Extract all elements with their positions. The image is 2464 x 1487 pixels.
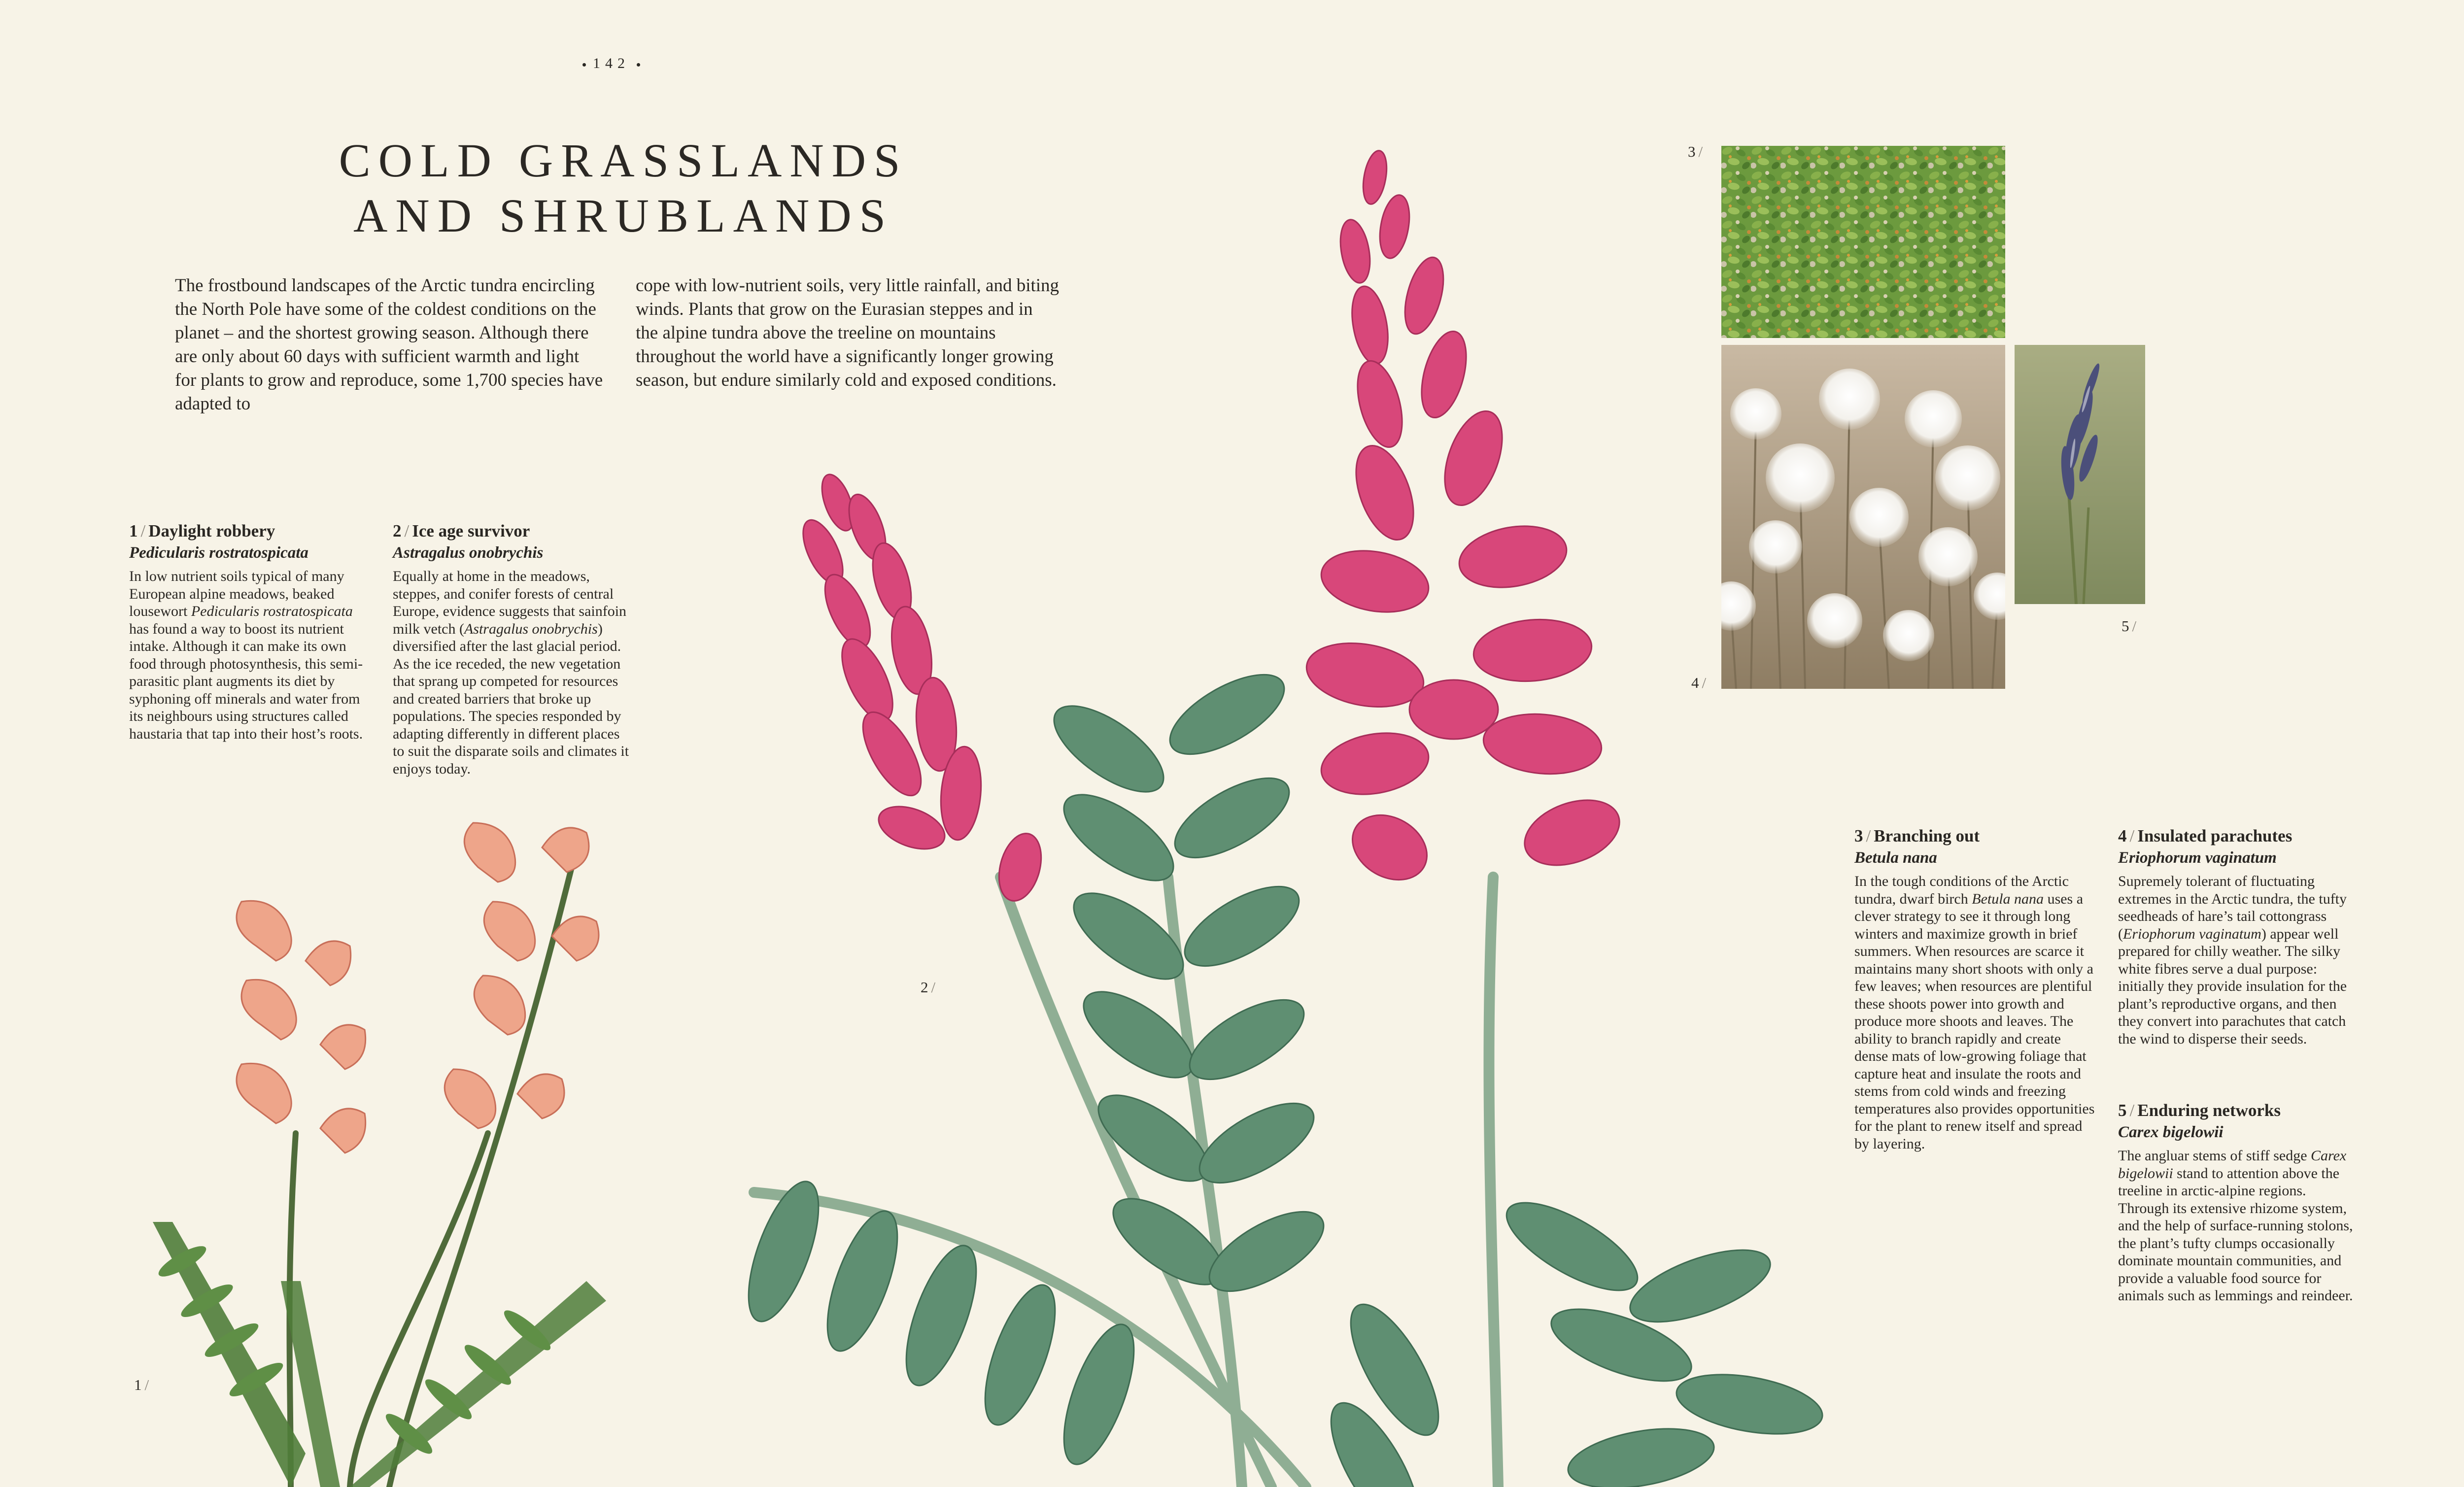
- figure-label-number: 1: [134, 1376, 142, 1393]
- figure-label-5: [2122, 617, 2136, 635]
- caption-body-italic: Carex bigelowii: [2118, 1148, 2347, 1182]
- caption-number: 3: [1854, 826, 1863, 845]
- slash-separator: /: [2132, 617, 2137, 635]
- caption-species: Carex bigelowii: [2118, 1123, 2224, 1141]
- page-number-text: 142: [593, 55, 630, 71]
- caption-number: 5: [2118, 1101, 2127, 1120]
- slash-separator: /: [2129, 826, 2135, 845]
- caption-title: Branching out: [1874, 826, 1980, 845]
- page-title-line-1: COLD GRASSLANDS: [339, 134, 908, 187]
- figure-label-number: 4: [1691, 674, 1699, 691]
- slash-separator: /: [931, 979, 936, 996]
- caption-number: 4: [2118, 826, 2127, 845]
- caption-body-text: uses a clever strategy to see it through long winters and maximize growth in brief summers. When resources are scarce it maintains many short shoots with only a few leaves; when resources are plentiful these shoots power into growth and produce more shoots and leaves. The ability to branch rapidly and create dense mats of low-growing foliage that capture heat and insulate the roots and stems from cold winds and freezing temperatures also provides opportunities for the plant to renew itself and spread by layering.: [1854, 890, 2095, 1152]
- caption-body: [393, 568, 629, 777]
- caption-body-text: ) appear well prepared for chilly weather. The silky white fibres serve a dual purpose: initially they provide insulation for the plant’s reproductive organs, and then they convert into parachutes that catch the wind to disperse their seeds.: [2118, 925, 2347, 1047]
- bullet-left: [582, 63, 586, 67]
- slash-separator: /: [144, 1376, 149, 1393]
- caption-title: Insulated parachutes: [2137, 826, 2293, 845]
- caption-body-text: has found a way to boost its nutrient intake. Although it can make its own food through photosynthesis, this semi-parasitic plant augments its diet by syphoning off minerals and water from its neighbours using structures called haustaria that tap into their host’s roots.: [129, 620, 363, 742]
- caption-body-italic: Betula nana: [1972, 890, 2044, 907]
- figure-label-number: 2: [921, 979, 928, 996]
- caption-body-italic: Eriophorum vaginatum: [2123, 925, 2261, 942]
- caption-body-text: In low nutrient soils typical of many European alpine meadows, beaked lousewort: [129, 568, 344, 619]
- caption-title: Enduring networks: [2137, 1101, 2281, 1120]
- figure-label-number: 3: [1688, 143, 1696, 160]
- page-number: [576, 55, 674, 72]
- caption-number: 2: [393, 521, 402, 541]
- caption-heading: [129, 520, 366, 542]
- slash-separator: /: [2129, 1101, 2135, 1120]
- caption-body-text: stand to attention above the treeline in arctic-alpine regions. Through its extensive rhizome system, and the help of surface-running stolons, the plant’s tufty clumps occasionally dominate mountain communities, and provide a valuable food source for animals such as lemmings and reindeer.: [2118, 1165, 2353, 1304]
- intro-column-2: cope with low-nutrient soils, very little rainfall, and biting winds. Plants that grow on the Eurasian steppes and in the alpine tundra above the treeline on mountains throughout the world have a significantly longer growing season, but endure similarly cold and exposed conditions.: [636, 275, 1060, 390]
- stiff-sedge-image: [2015, 345, 2145, 604]
- caption-heading: [393, 520, 629, 542]
- caption-body: [2118, 873, 2350, 1048]
- caption-body: [129, 568, 366, 743]
- slash-separator: /: [1702, 674, 1707, 691]
- caption-title: Ice age survivor: [412, 521, 530, 541]
- caption-title: Daylight robbery: [148, 521, 275, 541]
- caption-heading: [2118, 1100, 2355, 1121]
- slash-separator: /: [140, 521, 146, 541]
- bullet-right: [637, 63, 640, 67]
- slash-separator: /: [404, 521, 410, 541]
- caption-body-italic: Pedicularis rostratospicata: [191, 603, 353, 619]
- sainfoin-milk-vetch-illustration: [675, 138, 1897, 1487]
- intro-column-1: The frostbound landscapes of the Arctic tundra encircling the North Pole have some of the coldest conditions on the planet – and the shortest growing season. Although there are only about 60 days with sufficient warmth and light for plants to grow and reproduce, some 1,700 species have adapted to: [175, 275, 603, 414]
- figure-label-number: 5: [2122, 617, 2129, 635]
- caption-body-text: The angluar stems of stiff sedge: [2118, 1148, 2311, 1164]
- caption-1: [129, 520, 366, 743]
- caption-body-text: Supremely tolerant of fluctuating extremes in the Arctic tundra, the tufty seedheads of hare’s tail cottongrass (: [2118, 873, 2347, 942]
- caption-5: [2118, 1100, 2355, 1305]
- slash-separator: /: [1866, 826, 1871, 845]
- caption-number: 1: [129, 521, 138, 541]
- caption-heading: [2118, 825, 2350, 847]
- caption-body-text: ) diversified after the last glacial period. As the ice receded, the new vegetation that sprang up competed for resources and created barriers that broke up populations. The species responded by adapting differently in different places to suit the disparate soils and climates it enjoys today.: [393, 620, 629, 777]
- caption-4: [2118, 825, 2350, 1048]
- page-title-line-2: AND SHRUBLANDS: [353, 189, 894, 242]
- caption-species: Astragalus onobrychis: [393, 544, 544, 562]
- caption-species: Eriophorum vaginatum: [2118, 849, 2277, 867]
- caption-body: [2118, 1147, 2355, 1305]
- lousewort-illustration: [143, 788, 744, 1487]
- caption-body-italic: Astragalus onobrychis: [464, 620, 598, 637]
- photo-stiff-sedge: [2015, 345, 2145, 604]
- caption-species: Betula nana: [1854, 849, 1937, 867]
- caption-2: [393, 520, 629, 777]
- caption-body-text: In the tough conditions of the Arctic tundra, dwarf birch: [1854, 873, 2069, 907]
- slash-separator: /: [1698, 143, 1703, 160]
- caption-body-text: Equally at home in the meadows, steppes, and conifer forests of central Europe, evidence suggests that sainfoin milk vetch (: [393, 568, 627, 637]
- caption-species: Pedicularis rostratospicata: [129, 544, 308, 562]
